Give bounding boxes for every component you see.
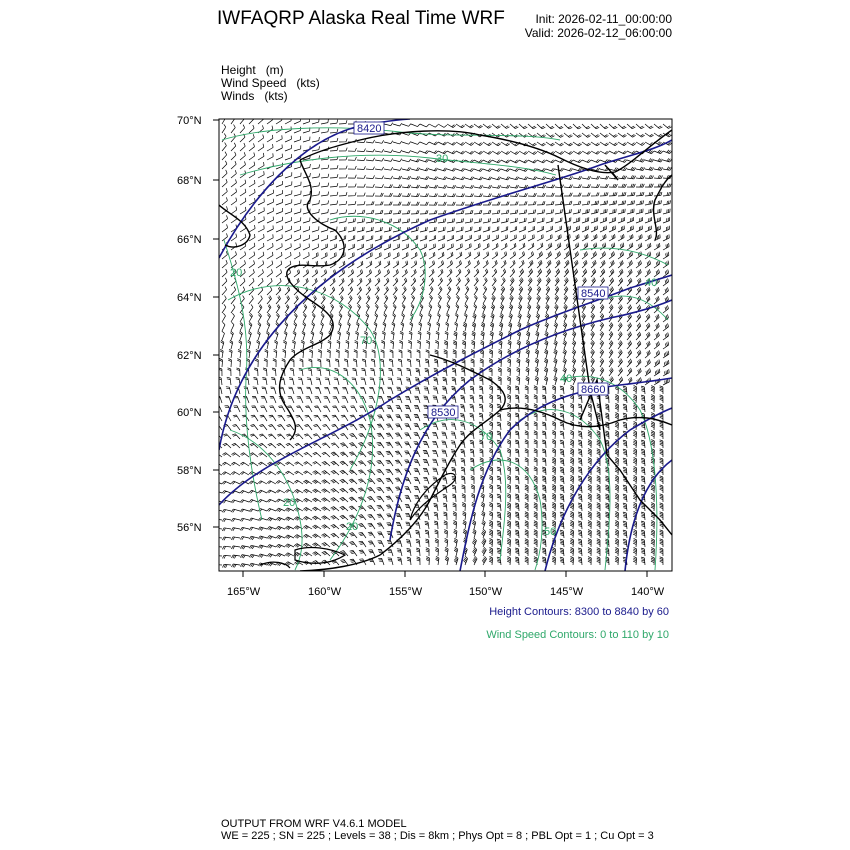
wind-label: 30 <box>436 153 449 165</box>
lon-label: 160°W <box>308 586 342 598</box>
field-height: Height (m) <box>221 63 284 77</box>
wind-label: 20 <box>346 521 359 533</box>
lat-label: 68°N <box>177 175 202 187</box>
map-plot-area <box>213 115 672 571</box>
height-label-8420: 8420 <box>357 123 382 135</box>
model-config: WE = 225 ; SN = 225 ; Levels = 38 ; Dis = 8km ; Phys Opt = 8 ; PBL Opt = 1 ; Cu Opt = 3 <box>221 830 654 842</box>
longitude-axis <box>243 571 647 577</box>
wind-label: 50 <box>544 526 557 538</box>
map-title: IWFAQRP Alaska Real Time WRF <box>217 8 505 29</box>
wind-label: 20 <box>230 267 243 279</box>
lat-label: 62°N <box>177 350 202 362</box>
latitude-labels <box>177 115 202 534</box>
wind-barb-field <box>213 115 672 568</box>
lon-label: 155°W <box>389 586 423 598</box>
wind-label: 70 <box>360 335 373 347</box>
wind-label: 40 <box>560 373 573 385</box>
height-label-8540: 8540 <box>581 288 606 300</box>
field-wind-speed: Wind Speed (kts) <box>221 76 320 90</box>
height-label-8660: 8660 <box>581 384 606 396</box>
lat-label: 56°N <box>177 522 202 534</box>
model-footer <box>221 818 654 842</box>
lon-label: 145°W <box>550 586 584 598</box>
longitude-labels <box>227 586 665 598</box>
wind-label: 70 <box>480 431 493 443</box>
height-label-8530: 8530 <box>431 407 456 419</box>
wind-contour-legend: Wind Speed Contours: 0 to 110 by 10 <box>486 629 669 641</box>
field-winds: Winds (kts) <box>221 89 288 103</box>
lat-label: 64°N <box>177 292 202 304</box>
lat-label: 60°N <box>177 407 202 419</box>
init-time: Init: 2026-02-11_00:00:00 <box>535 12 672 26</box>
model-version: OUTPUT FROM WRF V4.6.1 MODEL <box>221 818 407 830</box>
lon-label: 150°W <box>469 586 503 598</box>
lat-label: 70°N <box>177 115 202 127</box>
height-contour-legend: Height Contours: 8300 to 8840 by 60 <box>489 606 669 618</box>
wind-barbs <box>213 115 672 568</box>
lat-label: 66°N <box>177 234 202 246</box>
lon-label: 140°W <box>631 586 665 598</box>
wind-label: 20 <box>283 497 296 509</box>
lat-label: 58°N <box>177 465 202 477</box>
valid-time: Valid: 2026-02-12_06:00:00 <box>524 26 672 40</box>
lon-label: 165°W <box>227 586 261 598</box>
latitude-axis <box>213 120 219 527</box>
wind-label: 40 <box>645 277 658 289</box>
